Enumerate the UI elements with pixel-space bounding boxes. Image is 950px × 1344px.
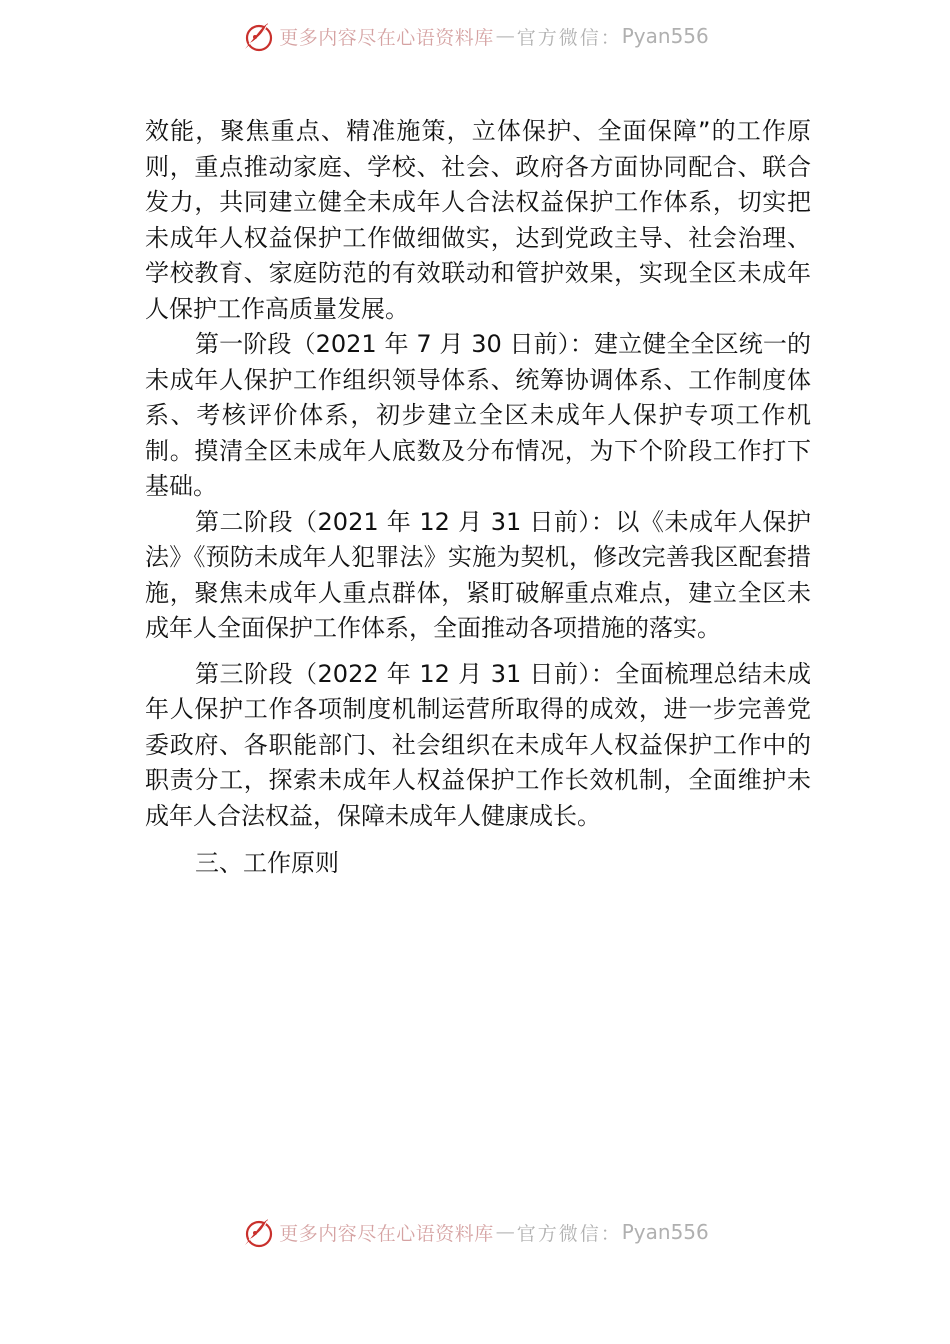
quill-logo-icon [241, 19, 275, 53]
footer-wechat-label: 官方微信： [516, 1222, 622, 1245]
header-site-text: 更多内容尽在心语资料库 [279, 26, 494, 49]
footer-wechat-id: Pyan556 [621, 1220, 709, 1244]
header-wechat-label: 官方微信： [516, 26, 622, 49]
footer-site-text: 更多内容尽在心语资料库 [279, 1222, 494, 1245]
paragraph-principles: 效能，聚焦重点、精准施策，立体保护、全面保障”的工作原则，重点推动家庭、学校、社会、政府各方面协同配合、联合发力，共同建立健全未成年人合法权益保护工作体系，切实把未成年人权益保护工作做细做实，达到党政主导、社会治理、学校教育、家庭防范的有效联动和管护效果，实现全区未成年人保护工作高质量发展。 [145, 117, 811, 323]
header-separator: — [495, 25, 515, 47]
header-banner [0, 16, 950, 56]
header-wechat-id: Pyan556 [621, 24, 709, 48]
quill-logo-icon [241, 1215, 275, 1249]
footer-separator: — [495, 1221, 515, 1243]
paragraph-stage-two: 第二阶段（2021 年 12 月 31 日前）：以《未成年人保护法》《预防未成年人犯罪法》实施为契机，修改完善我区配套措施，聚焦未成年人重点群体，紧盯破解重点难点，建立全区未成年人全面保护工作体系，全面推动各项措施的落实。 [145, 507, 811, 642]
section-heading-work-principles: 三、工作原则 [195, 849, 339, 877]
paragraph-stage-three: 第三阶段（2022 年 12 月 31 日前）：全面梳理总结未成年人保护工作各项制度机制运营所取得的成效，进一步完善党委政府、各职能部门、社会组织在未成年人权益保护工作中的职责分工，探索未成年人权益保护工作长效机制，全面维护未成年人合法权益，保障未成年人健康成长。 [145, 659, 811, 830]
paragraph-stage-one: 第一阶段（2021 年 7 月 30 日前）：建立健全全区统一的未成年人保护工作组织领导体系、统筹协调体系、工作制度体系、考核评价体系，初步建立全区未成年人保护专项工作机制。摸清全区未成年人底数及分布情况，为下个阶段工作打下基础。 [145, 330, 811, 500]
document-body [145, 114, 811, 882]
footer-banner [0, 1212, 950, 1252]
